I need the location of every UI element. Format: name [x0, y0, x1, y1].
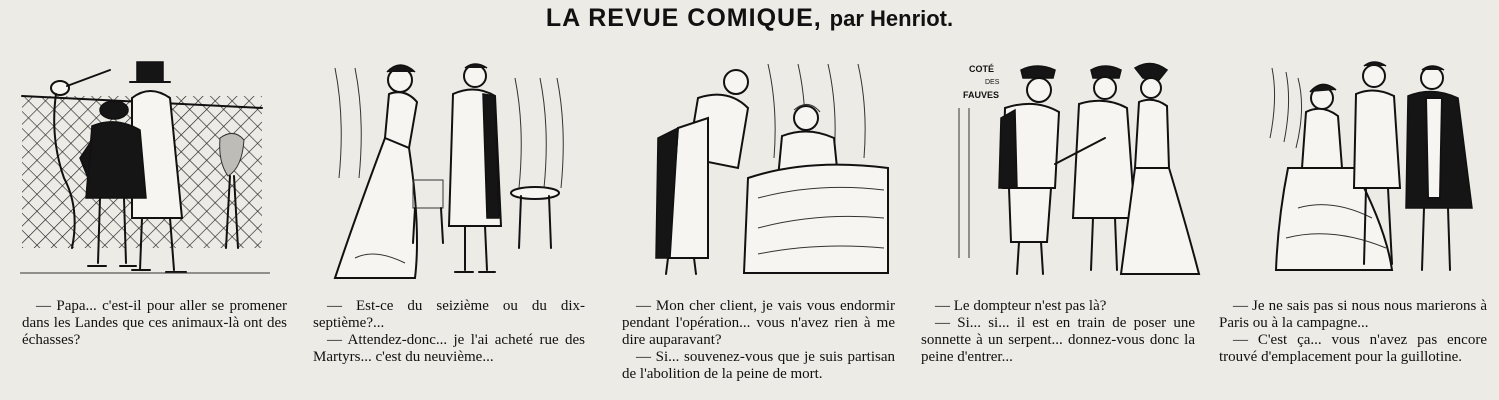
- visitor-woman-figure: [1121, 63, 1199, 274]
- panel-5-caption: [1219, 298, 1487, 366]
- panel-4-illustration: [955, 58, 1205, 283]
- title-author: par Henriot.: [829, 6, 954, 31]
- menagerie-sign: [963, 64, 1000, 100]
- comic-panel-4: [955, 58, 1205, 283]
- visitor-man-figure: [1055, 66, 1135, 270]
- comic-panel-5: [1262, 58, 1487, 283]
- caption-line: — Papa... c'est-il pour aller se promener dans les Landes que ces animaux-là ont des échasses?: [22, 298, 287, 348]
- panel-5-illustration: [1262, 58, 1487, 283]
- woman-figure: [335, 65, 417, 278]
- panel-1-caption: [22, 298, 287, 349]
- caption-line: — Si... souvenez-vous que je suis partisan de l'abolition de la peine de mort.: [622, 349, 895, 382]
- comic-panel-2: [325, 58, 575, 283]
- background-bars: [959, 108, 969, 258]
- caption-line: — Si... si... il est en train de poser une sonnette à un serpent... donnez-vous donc la peine d'entrer...: [921, 315, 1195, 365]
- page-title: [0, 4, 1499, 33]
- background-curtain: [335, 68, 563, 188]
- panel-1-illustration: [20, 58, 270, 283]
- father-figure: [1406, 66, 1472, 270]
- sign-text-line-1: COTÉ: [969, 64, 995, 74]
- surgeon-figure: [656, 70, 748, 274]
- panel-3-caption: [622, 298, 895, 383]
- sign-text-line-2: DES: [985, 79, 1000, 86]
- background-foliage: [1270, 68, 1302, 148]
- dealer-figure: [449, 64, 501, 272]
- side-table: [511, 187, 559, 248]
- caption-line: — Est-ce du seizième ou du dix-septième?...: [313, 298, 585, 331]
- caption-line: — Je ne sais pas si nous nous marierons à Paris ou à la campagne...: [1219, 298, 1487, 331]
- comic-panel-1: [20, 58, 270, 283]
- tamer-figure: [999, 66, 1059, 274]
- hospital-bed: [744, 165, 888, 273]
- caption-line: — Attendez-donc... je l'ai acheté rue des Martyrs... c'est du neuvième...: [313, 332, 585, 365]
- caption-line: — Le dompteur n'est pas là?: [935, 298, 1107, 314]
- panel-2-caption: [313, 298, 585, 366]
- caption-line: — Mon cher client, je vais vous endormir pendant l'opération... vous n'avez rien à me dire auparavant?: [622, 298, 895, 348]
- panel-3-illustration: [648, 58, 893, 283]
- caption-line: — C'est ça... vous n'avez pas encore trouvé d'emplacement pour la guillotine.: [1219, 332, 1487, 365]
- comic-panel-3: [648, 58, 893, 283]
- title-text: LA REVUE COMIQUE,: [545, 4, 822, 32]
- sign-text-line-3: FAUVES: [963, 90, 1000, 100]
- panel-4-caption: [921, 298, 1195, 366]
- panel-2-illustration: [325, 58, 575, 283]
